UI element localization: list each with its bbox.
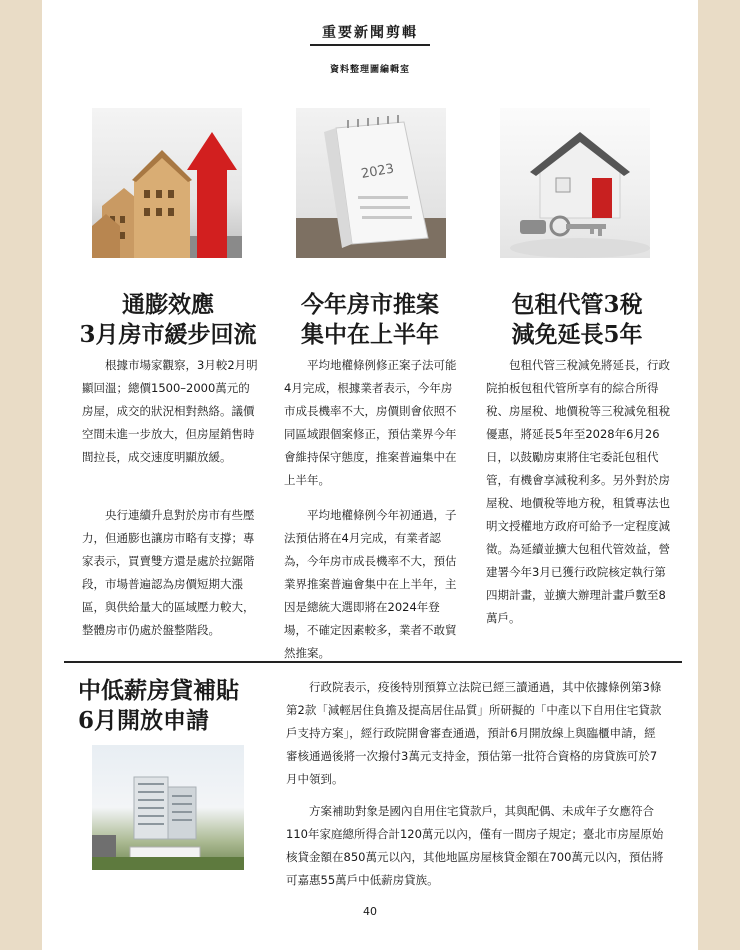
calendar-year: 2023 (360, 161, 396, 182)
newsletter-page (42, 0, 698, 950)
article-1-paragraph-2: 央行連續升息對於房市有些壓力，但通膨也讓房市略有支撐；專家表示，買賣雙方還是處於拉鋸階段，市場普遍認為房價短期大漲區，與供給量大的區域壓力較大，整體房市仍處於盤整階段。 (82, 508, 255, 637)
article-3-title: 包租代管3稅 減免延長5年 (511, 291, 643, 348)
houses-arrow-photo (92, 108, 242, 258)
article-1-paragraph-1: 根據市場家觀察，3月較2月明顯回溫；總價1500–2000萬元的房屋，成交的狀況相對熱絡。議價空間未進一步放大，但房屋銷售時間拉長，成交速度明顯放緩。 (82, 358, 258, 464)
article-2-paragraph-2: 平均地權條例今年初通過，子法預估將在4月完成，有業者認為，今年房市成長機率不大，預估業界推案普遍會集中在上半年，主因是總統大選即將在2024年登場，不確定因素較多，業者不敢貿然推案。 (284, 508, 457, 660)
article-2-paragraph-1: 平均地權條例修正案子法可能4月完成，根據業者表示，今年房市成長機率不大，房價則會依照不同區域跟個案修正，預估業界今年會維持保守態度，推案普遍集中在上半年。 (284, 358, 457, 487)
article-1-title: 通膨效應 3月房市緩步回流 (79, 291, 257, 348)
article-4-paragraph-1: 行政院表示，疫後特別預算立法院已經三讀通過，其中依據條例第3條第2款「減輕居住負擔及提高居住品質」所研擬的「中產以下自用住宅貸款戶支持方案」，經行政院開會審查通過，預計6月開放線上與臨櫃申請，經審核通過後將一次撥付3萬元支持金，預估第一批符合資格的房貸族可於7月中領到。 (286, 680, 662, 786)
title-underline (310, 44, 430, 46)
article-3-paragraph-1: 包租代管三稅減免將延長，行政院拍板包租代管所享有的綜合所得稅、房屋稅、地價稅等三稅減免租稅優惠，將延長5年至2028年6月26日，以鼓勵房東將住宅委託包租代管，有機會享減稅利多。另外對於房屋稅、地價稅等地方稅，租賃專法也明文授權地方政府可給予一定程度減徵。為延續並擴大包租代管效益，營建署今年3月已獲行政院核定執行第四期計畫，並擴大辦理計畫戶數至8萬戶。 (486, 358, 670, 625)
section-divider (64, 661, 682, 663)
calendar-photo (296, 108, 446, 258)
residential-towers-photo (92, 745, 244, 870)
section-subtitle: 資料整理圖編輯室 (329, 65, 410, 75)
page-number: 40 (363, 905, 377, 918)
article-4-title: 中低薪房貸補貼 6月開放申請 (78, 677, 239, 734)
article-2-title: 今年房市推案 集中在上半年 (301, 291, 439, 348)
house-key-photo (500, 108, 650, 258)
article-4-paragraph-2: 方案補助對象是國內自用住宅貸款戶，其與配偶、未成年子女應符合 110年家庭總所得合計120萬元以內，僅有一間房子規定；臺北市房屋原始核貸金額在850萬元以內，其他地區房屋核貸金額在700萬元以內，預估將可嘉惠55萬戶中低薪房貸族。 (286, 804, 666, 887)
section-title: 重要新聞剪輯 (322, 25, 418, 41)
